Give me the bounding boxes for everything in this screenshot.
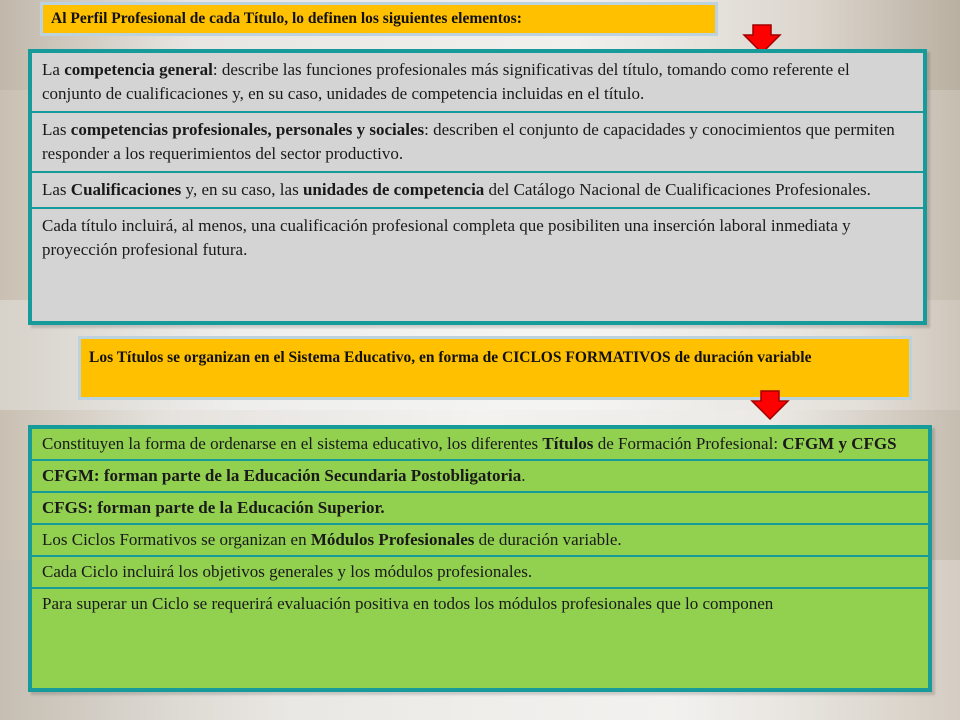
list-item: CFGS: forman parte de la Educación Superior. xyxy=(32,493,928,525)
list-item: Para superar un Ciclo se requerirá evaluación positiva en todos los módulos profesionales que lo componen xyxy=(42,594,774,613)
profile-elements-box xyxy=(28,49,927,325)
list-item: Las Cualificaciones y, en su caso, las unidades de competencia del Catálogo Nacional de Cualificaciones Profesionales. xyxy=(32,173,923,209)
list-item: CFGM: forman parte de la Educación Secundaria Postobligatoria. xyxy=(32,461,928,493)
list-item: Constituyen la forma de ordenarse en el sistema educativo, los diferentes Títulos de Formación Profesional: CFGM y CFGS xyxy=(32,429,928,461)
training-cycles-box xyxy=(28,425,932,692)
list-item: La competencia general: describe las funciones profesionales más significativas del título, tomando como referente el conjunto de cualificaciones y, en su caso, unidades de competencia incluidas en el título. xyxy=(32,53,923,113)
profile-heading-banner: Al Perfil Profesional de cada Título, lo definen los siguientes elementos: xyxy=(40,2,718,36)
list-item: Las competencias profesionales, personales y sociales: describen el conjunto de capacidades y conocimientos que permiten responder a los requerimientos del sector productivo. xyxy=(32,113,923,173)
down-arrow-icon xyxy=(750,390,790,420)
list-item: Cada Ciclo incluirá los objetivos generales y los módulos profesionales. xyxy=(32,557,928,589)
list-item: Cada título incluirá, al menos, una cualificación profesional completa que posibiliten una inserción laboral inmediata y proyección profesional futura. xyxy=(42,216,851,259)
cycles-heading-banner: Los Títulos se organizan en el Sistema Educativo, en forma de CICLOS FORMATIVOS de duración variable xyxy=(78,336,912,400)
list-item: Los Ciclos Formativos se organizan en Módulos Profesionales de duración variable. xyxy=(32,525,928,557)
